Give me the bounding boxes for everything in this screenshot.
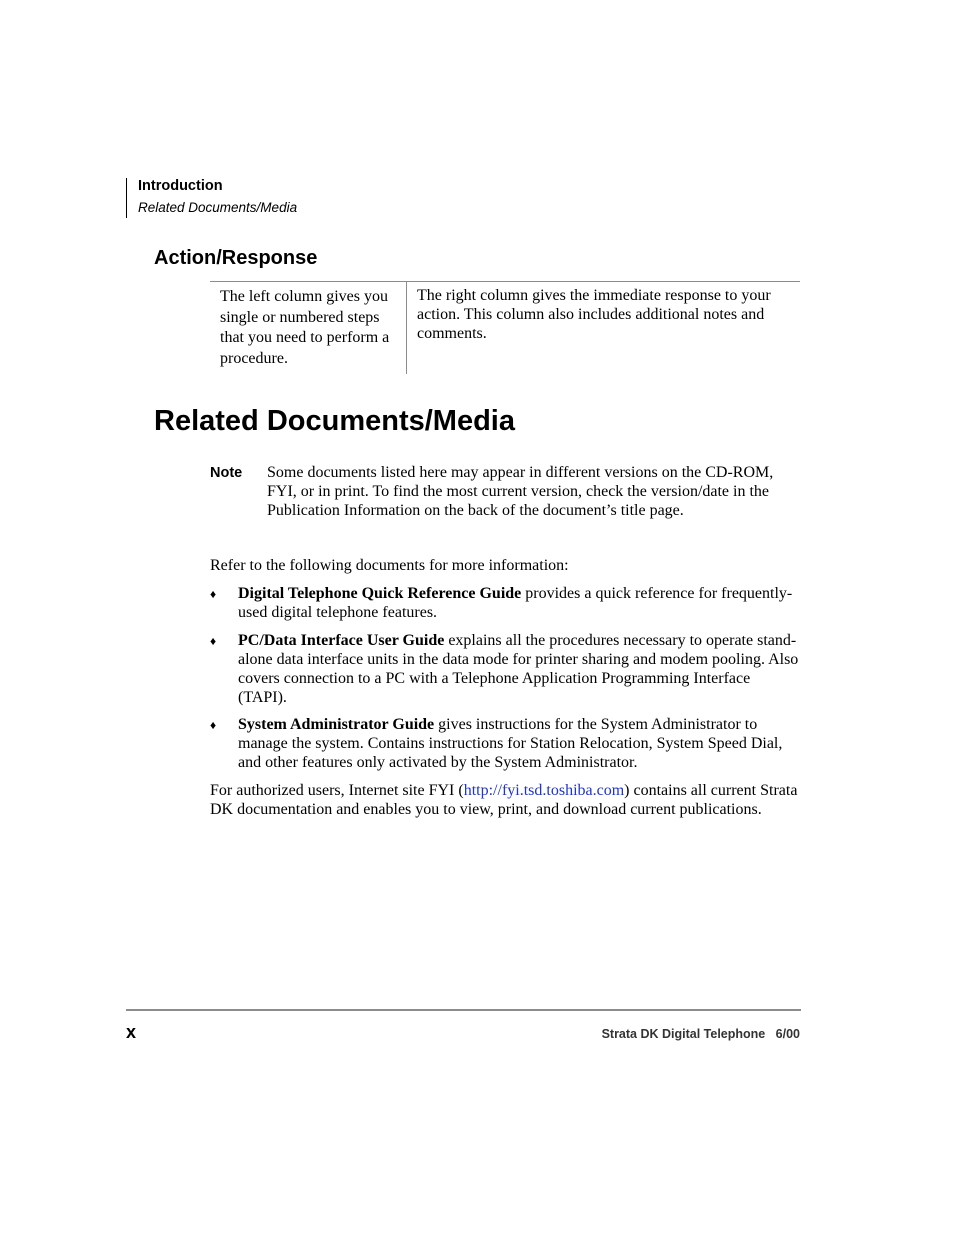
fyi-link[interactable]: http://fyi.tsd.toshiba.com <box>463 782 625 799</box>
intro-paragraph: Refer to the following documents for more information: <box>210 557 569 574</box>
chapter-title: Introduction <box>138 178 223 194</box>
response-column-text: The right column gives the immediate response to your action. This column also includes additional notes and comments. <box>417 287 771 342</box>
document-title: PC/Data Interface User Guide <box>238 632 445 649</box>
related-documents-heading: Related Documents/Media <box>154 405 515 437</box>
action-column-text: The left column gives you single or numbered steps that you need to perform a procedure. <box>220 288 390 367</box>
document-description: provides a quick reference for frequently-used digital telephone features. <box>238 585 793 621</box>
action-response-heading: Action/Response <box>154 247 318 269</box>
note-label: Note <box>210 465 243 481</box>
section-title: Related Documents/Media <box>138 200 298 215</box>
column-divider <box>406 282 407 374</box>
note-text: Some documents listed here may appear in different versions on the CD-ROM, FYI, or in print. To find the most current version, check the version/date in the Publication Information on the back of the document’s title page. <box>267 464 774 519</box>
document-title: Digital Telephone Quick Reference Guide <box>238 585 522 602</box>
footer-title: Strata DK Digital Telephone 6/00 <box>601 1027 800 1041</box>
closing-paragraph <box>210 782 802 820</box>
document-title: System Administrator Guide <box>238 716 435 733</box>
page-number: x <box>126 1022 137 1042</box>
footer-rule <box>126 1009 801 1011</box>
diamond-bullet-icon: ♦ <box>210 718 217 732</box>
action-response-table <box>210 281 800 374</box>
diamond-bullet-icon: ♦ <box>210 634 217 648</box>
document-description: explains all the procedures necessary to operate stand-alone data interface units in the data mode for printer sharing and modem pooling. Also covers connection to a PC with a Telephone Application Programming Interface (TAPI). <box>238 632 799 706</box>
closing-text-before: For authorized users, Internet site FYI ( <box>210 782 464 799</box>
running-header <box>126 178 347 218</box>
closing-text-after: ) contains all current Strata DK documentation and enables you to view, print, and download current publications. <box>210 782 798 818</box>
document-description: gives instructions for the System Administrator to manage the system. Contains instructions for Station Relocation, System Speed Dial, and other features only activated by the System Administrator. <box>238 716 783 771</box>
diamond-bullet-icon: ♦ <box>210 587 217 601</box>
